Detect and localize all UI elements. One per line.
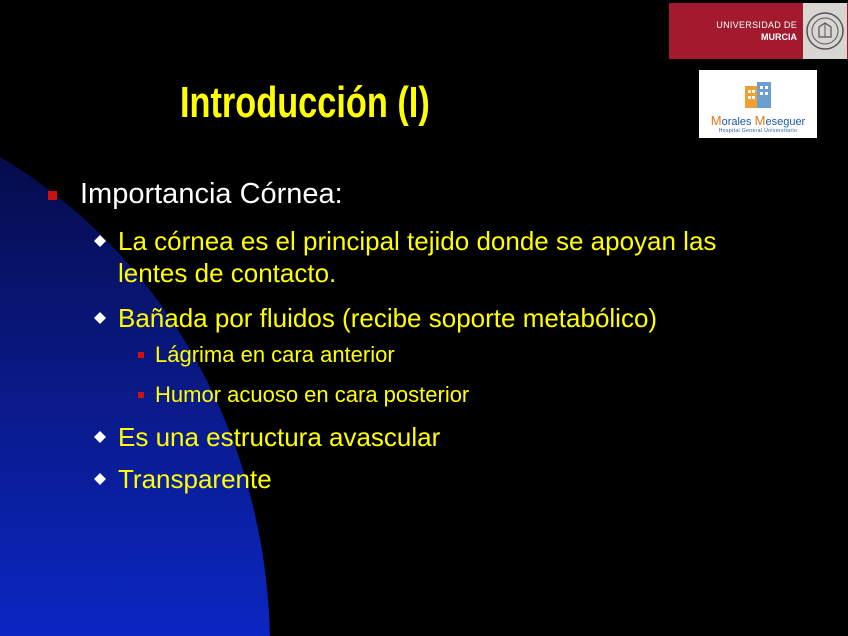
diamond-bullet-icon (94, 431, 106, 443)
bullet-sub3-text: Es una estructura avascular (118, 422, 441, 452)
diamond-bullet-icon (94, 473, 106, 485)
diamond-bullet-icon (94, 312, 106, 324)
university-line2: MURCIA (761, 32, 797, 42)
bullet-sub2-item1: Lágrima en cara anterior (155, 342, 395, 367)
hospital-building-icon (741, 80, 775, 110)
diamond-bullet-icon (94, 235, 106, 247)
bullet-sub2-item2: Humor acuoso en cara posterior (155, 382, 470, 407)
bullet-sub2-text: Bañada por fluidos (recibe soporte metabólico) (118, 303, 658, 333)
university-line1: UNIVERSIDAD DE (716, 20, 797, 30)
university-logo-text (669, 19, 803, 43)
university-seal-icon (803, 3, 847, 59)
slide-title: Introducción (I) (180, 78, 430, 127)
small-square-bullet-icon (138, 352, 144, 358)
hospital-name-cap1: M (710, 113, 722, 128)
bullet-sub1-line1: La córnea es el principal tejido donde se apoyan las (118, 226, 717, 256)
square-bullet-icon (48, 191, 57, 200)
small-square-bullet-icon (138, 392, 144, 398)
hospital-name-rest2: eseguer (765, 116, 806, 128)
hospital-logo (699, 70, 817, 138)
bullet-main-text: Importancia Córnea: (80, 178, 343, 210)
hospital-name-rest1: orales (721, 116, 755, 128)
bullet-sub4-text: Transparente (118, 464, 272, 494)
hospital-name (711, 113, 805, 128)
hospital-subtitle: Hospital General Universitario (718, 128, 798, 134)
university-logo (669, 3, 848, 59)
hospital-name-cap2: M (754, 113, 766, 128)
bullet-sub1-line2: lentes de contacto. (118, 258, 337, 288)
